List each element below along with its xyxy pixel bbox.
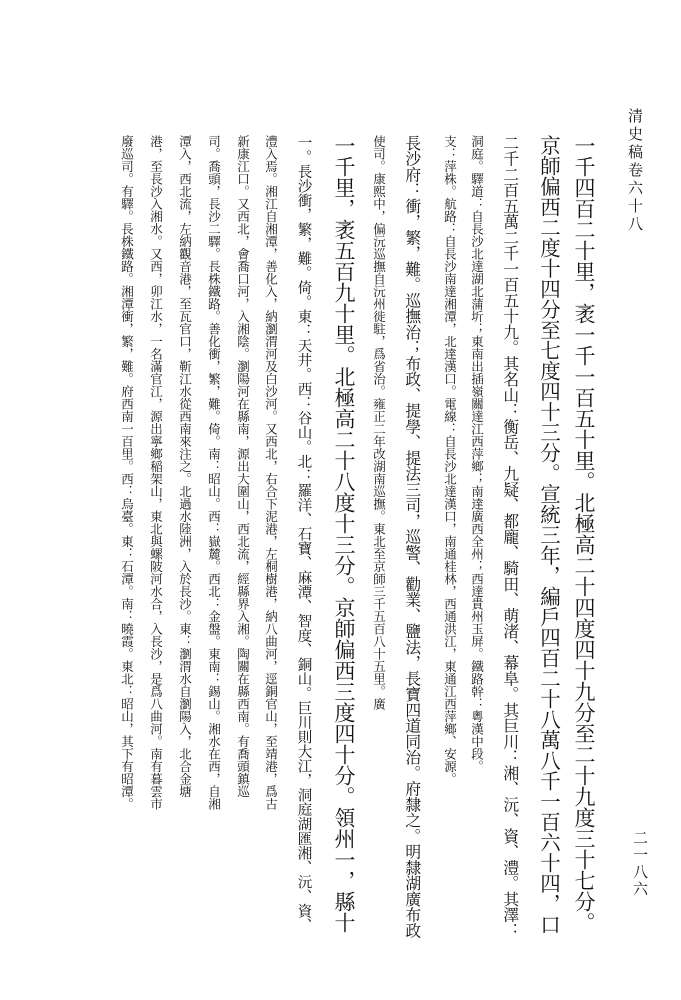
text-column: 新康江口。又西北，會喬口河，入湘陰。瀏陽河在縣南，源出大圍山，西北流，經縣界入湘。陶關在縣西南。有喬頭鎮巡 — [235, 135, 251, 798]
text-column: 一。長沙衝，繁，難。倚。東：天井。西：谷山。北：羅洋、石寶、麻潭、智度、銅山。巨川則大江，洞庭湖匯湘、沅、資、 — [295, 135, 312, 933]
text-column: 長沙府：衝，繁，難。巡撫治；布政、提學、提法三司，巡警、勸業、鹽法，長寶四道同治。府隸之。明隸湖廣布政 — [402, 135, 422, 939]
text-column: 司。喬頭，長沙二驛。長株鐵路。善化衝，繁，難。倚。南：昭山。西：嶽麓。西北：金盤。東南：錫山。湘水在西，自湘 — [206, 135, 222, 810]
text-column: 一千四百二十里，袤一千一百五十里。北極高二十四度四十九分至二十九度三十七分。 — [572, 135, 596, 933]
text-column: 京師偏西二度十四分至七度四十三分。宣統三年，編戶四百二十八萬八千一百六十四，口 — [536, 135, 561, 935]
running-header-title: 清史稿卷六十八 — [626, 108, 644, 234]
text-column: 一千里，袤五百九十里。北極高二十八度十三分。京師偏西三度四十分。領州一，縣十 — [332, 135, 356, 933]
text-column: 潭入，西北流，左納觀音港，至瓦官口，靳江水從西南來注之。北過水陸洲，入於長沙。東：瀏渭水自瀏陽入，北合金塘 — [177, 135, 193, 798]
text-column: 洞庭。驛道：自長沙北達湖北蒲圻；東南出插嶺關達江西萍鄉；南達廣西全州；西達貴州玉屏。鐵路幹：粵漢中段。 — [469, 135, 485, 773]
text-column: 廢巡司。有驛。長株鐵路。湘潭衝，繁，難。府西南一百里。西：烏臺。東：石潭。南：曉霞。東北：昭山，其下有昭潭。 — [119, 135, 135, 810]
text-column: 二千二百五萬二千一百五十九。其名山：衡岳、九疑、都龐、騎田、萌渚、幕阜。其巨川：湘、沅、資、澧。其澤： — [500, 135, 520, 939]
text-column: 使司。康熙中，偏沅巡撫自沅州徙駐，爲省治。雍正二年改湖南巡撫。東北至京師三千五百八十五里。廣 — [371, 135, 387, 710]
page-number: 二一八六 — [631, 830, 649, 898]
text-column: 港，至長沙入湘水。又西，卯江水，一名滿官江，源出寧鄉稲架山，東北與螺陂河水合，入長沙，是爲八曲河。南有暮雲市 — [148, 135, 164, 810]
text-column: 支：萍株。航路：自長沙南達湘潭，北達漢口。電線：自長沙北達漢口，南通桂林，西通洪江，東通江西萍鄉、安源。 — [442, 135, 458, 785]
text-column: 澧入焉。湘江自湘潭，善化入，納瀏渭河及白沙河。又西北，右合下泥港，左桐樹港，納八曲河，逕銅官山，至靖港，爲古 — [263, 135, 279, 810]
